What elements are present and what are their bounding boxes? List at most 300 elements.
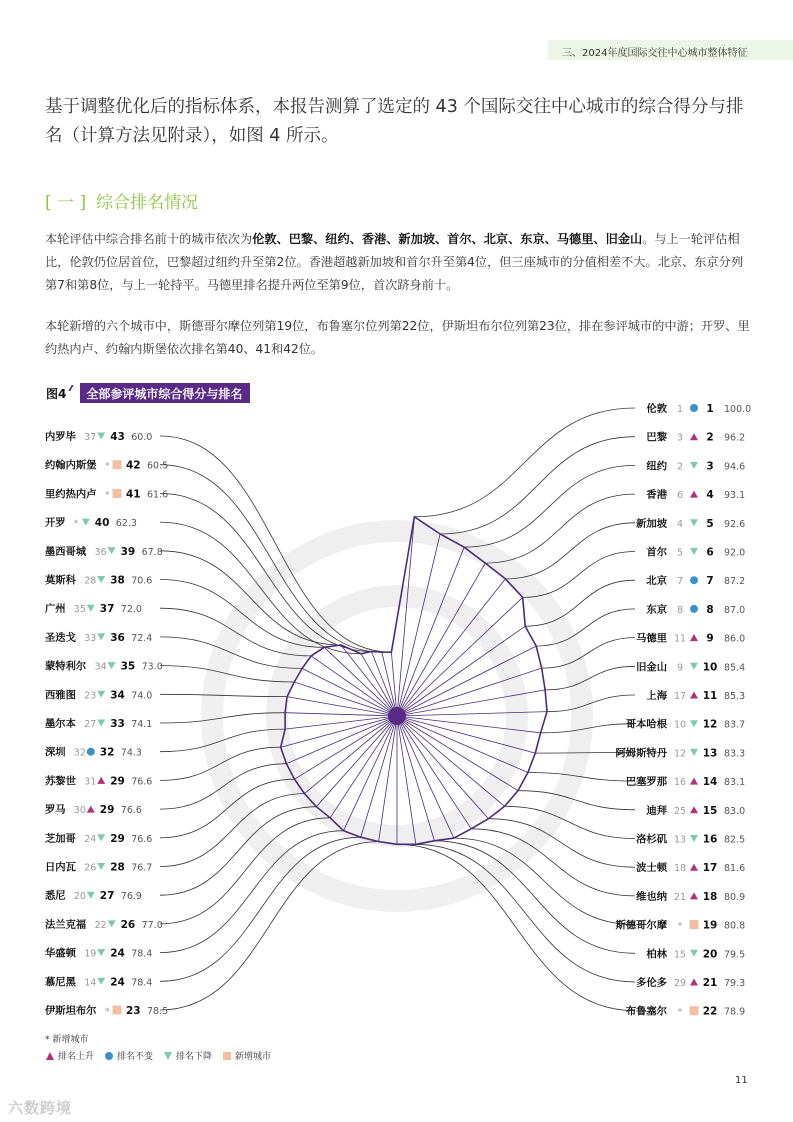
right-label-波士顿 <box>635 861 745 874</box>
current-rank: 38 <box>110 574 125 587</box>
score-value: 87.0 <box>724 604 746 616</box>
city-name: 马德里 <box>636 632 667 645</box>
city-name: 多伦多 <box>636 977 667 989</box>
new-city-note: * 新增城市 <box>45 1035 89 1045</box>
current-rank: 19 <box>702 919 718 932</box>
score-value: 83.0 <box>724 805 746 817</box>
connector-约翰内斯堡 <box>160 465 382 652</box>
current-rank: 29 <box>99 804 115 817</box>
left-label-芝加哥 <box>45 832 152 845</box>
center-hub <box>388 707 406 725</box>
right-label-多伦多 <box>636 976 745 989</box>
city-name: 广州 <box>45 603 66 616</box>
left-label-日内瓦 <box>45 861 152 874</box>
city-name: 约翰内斯堡 <box>45 459 97 472</box>
score-value: 81.6 <box>724 863 746 875</box>
current-rank: 4 <box>706 489 714 502</box>
current-rank: 28 <box>110 861 125 874</box>
score-value: 85.4 <box>724 662 746 674</box>
score-value: 74.0 <box>131 690 153 702</box>
connector-洛杉矶 <box>505 806 635 838</box>
rank-change-new-icon <box>113 489 122 498</box>
rank-change-down-icon <box>690 720 698 727</box>
spoke-莫斯科 <box>324 647 397 716</box>
city-name: 伊斯坦布尔 <box>45 1005 97 1017</box>
score-value: 76.6 <box>131 776 153 788</box>
current-rank: 27 <box>99 890 115 903</box>
right-label-纽约 <box>646 459 745 472</box>
rank-change-down-icon <box>97 949 105 956</box>
rank-change-down-icon <box>97 576 105 583</box>
score-value: 80.9 <box>724 891 746 903</box>
rank-change-down-icon <box>690 950 698 957</box>
previous-rank: 33 <box>84 632 97 644</box>
spoke-日内瓦 <box>305 716 398 794</box>
current-rank: 2 <box>706 431 714 444</box>
rank-change-up-icon <box>690 634 698 641</box>
current-rank: 29 <box>110 832 125 845</box>
city-name: 洛杉矶 <box>636 833 667 846</box>
previous-rank: 24 <box>84 833 97 845</box>
current-rank: 26 <box>120 918 136 931</box>
spoke-内罗毕 <box>391 652 397 716</box>
previous-rank: 4 <box>676 518 684 530</box>
previous-rank: 27 <box>84 719 97 730</box>
city-name: 波士顿 <box>636 862 667 875</box>
previous-rank: 32 <box>73 747 86 759</box>
score-value: 76.6 <box>131 833 153 845</box>
spoke-广州 <box>311 656 397 716</box>
previous-rank: 22 <box>94 919 107 931</box>
spoke-洛杉矶 <box>397 716 505 806</box>
right-label-维也纳 <box>636 890 745 903</box>
city-name: 苏黎世 <box>45 775 76 788</box>
connector-伊斯坦布尔 <box>160 842 379 1010</box>
score-value: 100.0 <box>724 404 752 415</box>
left-label-西雅图 <box>45 688 152 701</box>
current-rank: 5 <box>706 517 714 530</box>
city-name: 芝加哥 <box>45 832 76 845</box>
city-name: 慕尼黑 <box>45 976 76 989</box>
spoke-波士顿 <box>397 716 488 819</box>
spoke-圣迭戈 <box>302 668 397 716</box>
previous-rank: 1 <box>676 404 684 415</box>
right-label-巴塞罗那 <box>626 775 745 788</box>
rank-change-up-icon <box>690 864 698 871</box>
previous-rank: 31 <box>84 776 97 788</box>
city-name: 罗马 <box>45 804 66 817</box>
left-label-慕尼黑 <box>45 975 152 988</box>
city-name: 圣迭戈 <box>45 631 76 644</box>
previous-rank: 26 <box>84 862 97 874</box>
score-value: 67.8 <box>141 546 163 558</box>
left-label-罗马 <box>45 803 142 816</box>
legend-label: 排名不变 <box>117 1052 154 1062</box>
previous-rank: 35 <box>73 604 86 616</box>
rank-change-down-icon <box>690 835 698 842</box>
legend-item-down <box>163 1049 212 1062</box>
rank-change-same-icon <box>690 576 698 584</box>
score-value: 62.3 <box>115 518 137 530</box>
previous-rank: * <box>677 1007 683 1018</box>
left-label-广州 <box>45 602 142 615</box>
current-rank: 33 <box>110 718 125 730</box>
top-ten-cities: 伦敦、巴黎、纽约、香港、新加坡、首尔、北京、东京、马德里、旧金山 <box>252 232 643 246</box>
current-rank: 34 <box>110 689 125 702</box>
previous-rank: 29 <box>673 978 687 989</box>
rank-change-same-icon <box>690 605 698 613</box>
rank-change-same-icon <box>690 404 698 412</box>
right-label-北京 <box>646 574 745 587</box>
rank-change-down-icon <box>97 863 105 870</box>
previous-rank: * <box>73 519 79 530</box>
city-name: 香港 <box>646 489 667 502</box>
score-value: 92.0 <box>724 547 746 559</box>
current-rank: 43 <box>110 431 125 443</box>
score-value: 96.2 <box>724 432 746 444</box>
current-rank: 29 <box>110 775 125 788</box>
current-rank: 24 <box>110 947 125 960</box>
current-rank: 35 <box>120 660 136 673</box>
current-rank: 36 <box>110 631 125 644</box>
city-name: 墨尔本 <box>45 718 76 730</box>
rank-change-new-icon <box>690 1006 699 1015</box>
previous-rank: 17 <box>673 691 687 702</box>
rank-change-up-icon <box>690 979 698 986</box>
rank-change-up-icon <box>690 892 698 899</box>
right-label-阿姆斯特丹 <box>616 746 746 759</box>
score-value: 78.5 <box>147 1006 169 1017</box>
score-value: 74.3 <box>120 747 142 759</box>
previous-rank: * <box>105 1007 110 1017</box>
previous-rank: 14 <box>84 977 97 989</box>
rank-change-down-icon <box>82 519 90 526</box>
rank-change-up-icon <box>690 692 698 699</box>
connector-巴黎 <box>440 437 635 534</box>
left-label-约翰内斯堡 <box>45 459 168 472</box>
rank-change-down-icon <box>87 892 95 899</box>
left-label-伊斯坦布尔 <box>45 1004 168 1017</box>
current-rank: 17 <box>702 862 718 875</box>
connector-纽约 <box>464 465 635 547</box>
section-title: 综合排名情况 <box>96 193 199 213</box>
rank-change-new-icon <box>690 920 699 929</box>
city-name: 斯德哥尔摩 <box>615 919 667 932</box>
rank-change-down-icon <box>97 978 105 985</box>
current-rank: 1 <box>706 403 714 415</box>
rank-change-down-icon <box>97 720 105 727</box>
left-label-墨尔本 <box>45 717 152 730</box>
previous-rank: 30 <box>73 805 86 817</box>
legend-item-up <box>45 1049 94 1062</box>
previous-rank: 8 <box>676 604 684 616</box>
rank-change-up-icon <box>87 806 95 813</box>
right-label-斯德哥尔摩 <box>616 919 746 932</box>
score-value: 92.6 <box>724 518 746 530</box>
city-name: 西雅图 <box>45 689 76 702</box>
spoke-柏林 <box>397 716 434 841</box>
left-label-华盛顿 <box>45 947 152 960</box>
rank-change-down-icon <box>97 834 105 841</box>
current-rank: 10 <box>702 661 718 674</box>
rank-change-down-icon <box>690 749 698 756</box>
figure-title: 全部参评城市综合得分与排名 <box>80 383 250 403</box>
rank-change-up-icon <box>97 777 105 784</box>
current-rank: 8 <box>706 603 714 616</box>
score-value: 80.8 <box>724 920 746 932</box>
spoke-伦敦 <box>397 517 414 716</box>
city-name: 里约热内卢 <box>45 488 97 501</box>
spoke-深圳 <box>285 716 397 729</box>
score-value: 82.5 <box>724 834 746 846</box>
spoke-芝加哥 <box>295 716 398 779</box>
previous-rank: 6 <box>676 490 684 502</box>
previous-rank: 18 <box>673 863 687 875</box>
previous-rank: 11 <box>673 633 687 645</box>
running-header-text: 三、2024年度国际交往中心城市整体特征 <box>562 48 748 59</box>
rank-change-down-icon <box>97 433 105 440</box>
previous-rank: 3 <box>676 432 684 444</box>
score-value: 78.4 <box>131 948 153 960</box>
left-label-蒙特利尔 <box>45 660 163 673</box>
legend-same-icon <box>104 1051 114 1061</box>
legend-label: 新增城市 <box>235 1052 272 1062</box>
left-label-里约热内卢 <box>45 487 168 500</box>
current-rank: 3 <box>706 460 714 473</box>
legend-down-icon <box>163 1051 173 1061</box>
score-value: 74.1 <box>131 719 153 730</box>
score-value: 83.3 <box>724 748 746 760</box>
legend-label: 排名上升 <box>58 1052 95 1062</box>
city-name: 纽约 <box>646 460 667 473</box>
right-label-伦敦 <box>646 402 751 415</box>
score-value: 94.6 <box>724 461 746 473</box>
score-value: 72.0 <box>120 604 142 616</box>
previous-rank: 10 <box>673 719 687 731</box>
rank-change-same-icon <box>87 748 95 756</box>
score-value: 76.7 <box>131 862 153 874</box>
score-value: 72.4 <box>131 632 153 644</box>
current-rank: 32 <box>99 746 115 759</box>
right-label-东京 <box>646 603 745 616</box>
rank-change-down-icon <box>690 519 698 526</box>
score-value: 61.6 <box>147 489 169 501</box>
right-label-洛杉矶 <box>636 833 745 846</box>
city-name: 法兰克福 <box>45 918 87 931</box>
city-name: 柏林 <box>646 948 667 961</box>
score-value: 79.3 <box>724 978 746 989</box>
left-label-开罗 <box>45 516 137 529</box>
spoke-悉尼 <box>316 716 397 807</box>
city-name: 内罗毕 <box>45 431 76 443</box>
rank-change-up-icon <box>690 778 698 785</box>
score-value: 87.2 <box>724 576 746 588</box>
current-rank: 22 <box>702 1005 718 1018</box>
rank-change-down-icon <box>690 462 698 469</box>
rank-change-down-icon <box>690 663 698 670</box>
rank-change-down-icon <box>108 547 116 554</box>
city-name: 巴黎 <box>646 431 667 444</box>
previous-rank: 5 <box>676 547 684 559</box>
previous-rank: 20 <box>73 891 86 903</box>
previous-rank: 36 <box>94 546 107 558</box>
right-label-布鲁塞尔 <box>626 1005 745 1018</box>
connector-慕尼黑 <box>160 837 361 981</box>
previous-rank: 12 <box>673 748 687 760</box>
previous-rank: 2 <box>676 461 684 473</box>
score-value: 83.1 <box>724 777 746 789</box>
city-name: 开罗 <box>45 517 66 530</box>
previous-rank: 16 <box>673 777 687 789</box>
paragraph-new-cities: 本轮新增的六个城市中，斯德哥尔摩位列第19位，布鲁塞尔位列第22位，伊斯坦布尔位列第23位，排在参评城市的中游；开罗、里约热内卢、约翰内斯堡依次排名第40、41和42位。 <box>45 319 750 356</box>
rank-change-new-icon <box>113 1006 122 1015</box>
rank-change-down-icon <box>97 691 105 698</box>
rank-change-new-icon <box>113 460 122 469</box>
score-value: 76.6 <box>120 805 142 817</box>
right-label-迪拜 <box>645 804 745 817</box>
city-name: 东京 <box>646 603 667 616</box>
legend-label: 排名下降 <box>176 1052 213 1062</box>
watermark-logo: 六数跨境 <box>8 1099 73 1117</box>
previous-rank: 9 <box>676 662 684 674</box>
right-label-巴黎 <box>646 431 745 444</box>
legend-new-icon <box>222 1051 232 1061</box>
current-rank: 37 <box>99 603 115 616</box>
current-rank: 13 <box>702 747 718 760</box>
previous-rank: 15 <box>673 949 687 961</box>
right-label-新加坡 <box>636 517 745 530</box>
legend-up-icon <box>45 1051 55 1061</box>
rank-change-up-icon <box>690 806 698 813</box>
previous-rank: 7 <box>676 576 684 588</box>
rank-change-up-icon <box>690 433 698 440</box>
rank-change-down-icon <box>97 633 105 640</box>
spoke-蒙特利尔 <box>294 682 397 716</box>
current-rank: 12 <box>702 718 718 731</box>
paragraph-top-ten-prefix: 本轮评估中综合排名前十的城市依次为 <box>45 232 253 246</box>
section-bracket: [ 一 ] <box>45 193 87 213</box>
connector-里约热内卢 <box>160 493 371 651</box>
city-name: 华盛顿 <box>45 947 76 960</box>
previous-rank: * <box>105 490 110 501</box>
score-value: 70.6 <box>131 575 153 587</box>
previous-rank: 21 <box>673 891 687 903</box>
current-rank: 15 <box>702 804 718 817</box>
page-number: 11 <box>735 1075 748 1086</box>
right-label-旧金山 <box>636 660 745 673</box>
connector-多伦多 <box>416 844 635 982</box>
current-rank: 24 <box>110 976 125 989</box>
spoke-斯德哥尔摩 <box>397 716 454 838</box>
city-name: 迪拜 <box>646 804 667 817</box>
previous-rank: 13 <box>673 834 687 846</box>
rank-change-down-icon <box>87 605 95 612</box>
city-name: 北京 <box>646 575 667 588</box>
spoke-罗马 <box>286 716 397 764</box>
intro-paragraph: 基于调整优化后的指标体系，本报告测算了选定的 43 个国际交往中心城市的综合得分与排名（计算方法见附录），如图 4 所示。 <box>45 97 744 146</box>
city-name: 巴塞罗那 <box>625 776 667 789</box>
city-name: 旧金山 <box>636 661 667 674</box>
city-name: 布鲁塞尔 <box>625 1005 667 1018</box>
previous-rank: 37 <box>84 432 97 443</box>
score-value: 78.4 <box>131 977 153 989</box>
legend-item-new <box>222 1049 271 1062</box>
score-value: 79.5 <box>724 949 746 961</box>
score-value: 83.7 <box>724 719 746 731</box>
spoke-慕尼黑 <box>361 716 397 837</box>
city-name: 蒙特利尔 <box>45 660 87 673</box>
right-label-马德里 <box>636 632 745 645</box>
current-rank: 21 <box>702 977 718 989</box>
score-value: 60.0 <box>131 432 153 443</box>
score-value: 76.9 <box>120 891 142 903</box>
score-value: 86.0 <box>724 633 746 645</box>
current-rank: 40 <box>94 517 110 530</box>
left-label-深圳 <box>45 746 142 759</box>
left-label-内罗毕 <box>45 430 152 443</box>
current-rank: 41 <box>126 488 141 501</box>
right-label-香港 <box>646 488 745 501</box>
right-label-柏林 <box>646 947 745 960</box>
current-rank: 42 <box>126 459 141 472</box>
city-name: 莫斯科 <box>45 574 76 587</box>
figure-label: 图4 <box>46 387 67 401</box>
score-value: 60.5 <box>147 460 169 472</box>
city-name: 伦敦 <box>646 403 667 415</box>
current-rank: 14 <box>702 776 718 789</box>
current-rank: 9 <box>706 632 714 645</box>
current-rank: 18 <box>702 890 718 903</box>
previous-rank: 34 <box>94 661 107 673</box>
current-rank: 16 <box>702 833 718 846</box>
previous-rank: 19 <box>84 948 97 960</box>
chart-legend <box>45 1049 271 1062</box>
left-label-墨西哥城 <box>45 545 163 558</box>
city-name: 日内瓦 <box>45 861 76 874</box>
rank-change-down-icon <box>108 662 116 669</box>
city-name: 悉尼 <box>45 890 66 903</box>
rank-change-up-icon <box>690 491 698 498</box>
current-rank: 20 <box>702 948 718 961</box>
previous-rank: 28 <box>84 575 97 587</box>
current-rank: 11 <box>702 690 718 702</box>
previous-rank: 23 <box>84 690 97 702</box>
city-name: 维也纳 <box>636 890 667 903</box>
previous-rank: 25 <box>673 805 687 817</box>
rank-change-down-icon <box>690 548 698 555</box>
city-name: 哥本哈根 <box>625 718 667 731</box>
score-value: 78.9 <box>724 1006 746 1018</box>
score-value: 77.0 <box>141 919 163 931</box>
connector-香港 <box>485 494 635 563</box>
left-label-法兰克福 <box>45 918 163 931</box>
left-label-莫斯科 <box>45 574 152 587</box>
left-label-圣迭戈 <box>45 631 152 644</box>
score-value: 85.3 <box>724 691 746 702</box>
spoke-纽约 <box>397 547 464 716</box>
current-rank: 23 <box>126 1005 141 1017</box>
city-name: 阿姆斯特丹 <box>615 747 667 760</box>
right-label-哥本哈根 <box>626 718 745 731</box>
city-name: 新加坡 <box>636 517 667 530</box>
score-value: 93.1 <box>724 490 746 502</box>
right-label-首尔 <box>646 546 745 559</box>
city-name: 深圳 <box>45 746 66 759</box>
legend-item-same <box>104 1049 153 1062</box>
city-name: 墨西哥城 <box>45 545 87 558</box>
previous-rank: * <box>677 921 683 932</box>
left-label-苏黎世 <box>45 774 152 787</box>
